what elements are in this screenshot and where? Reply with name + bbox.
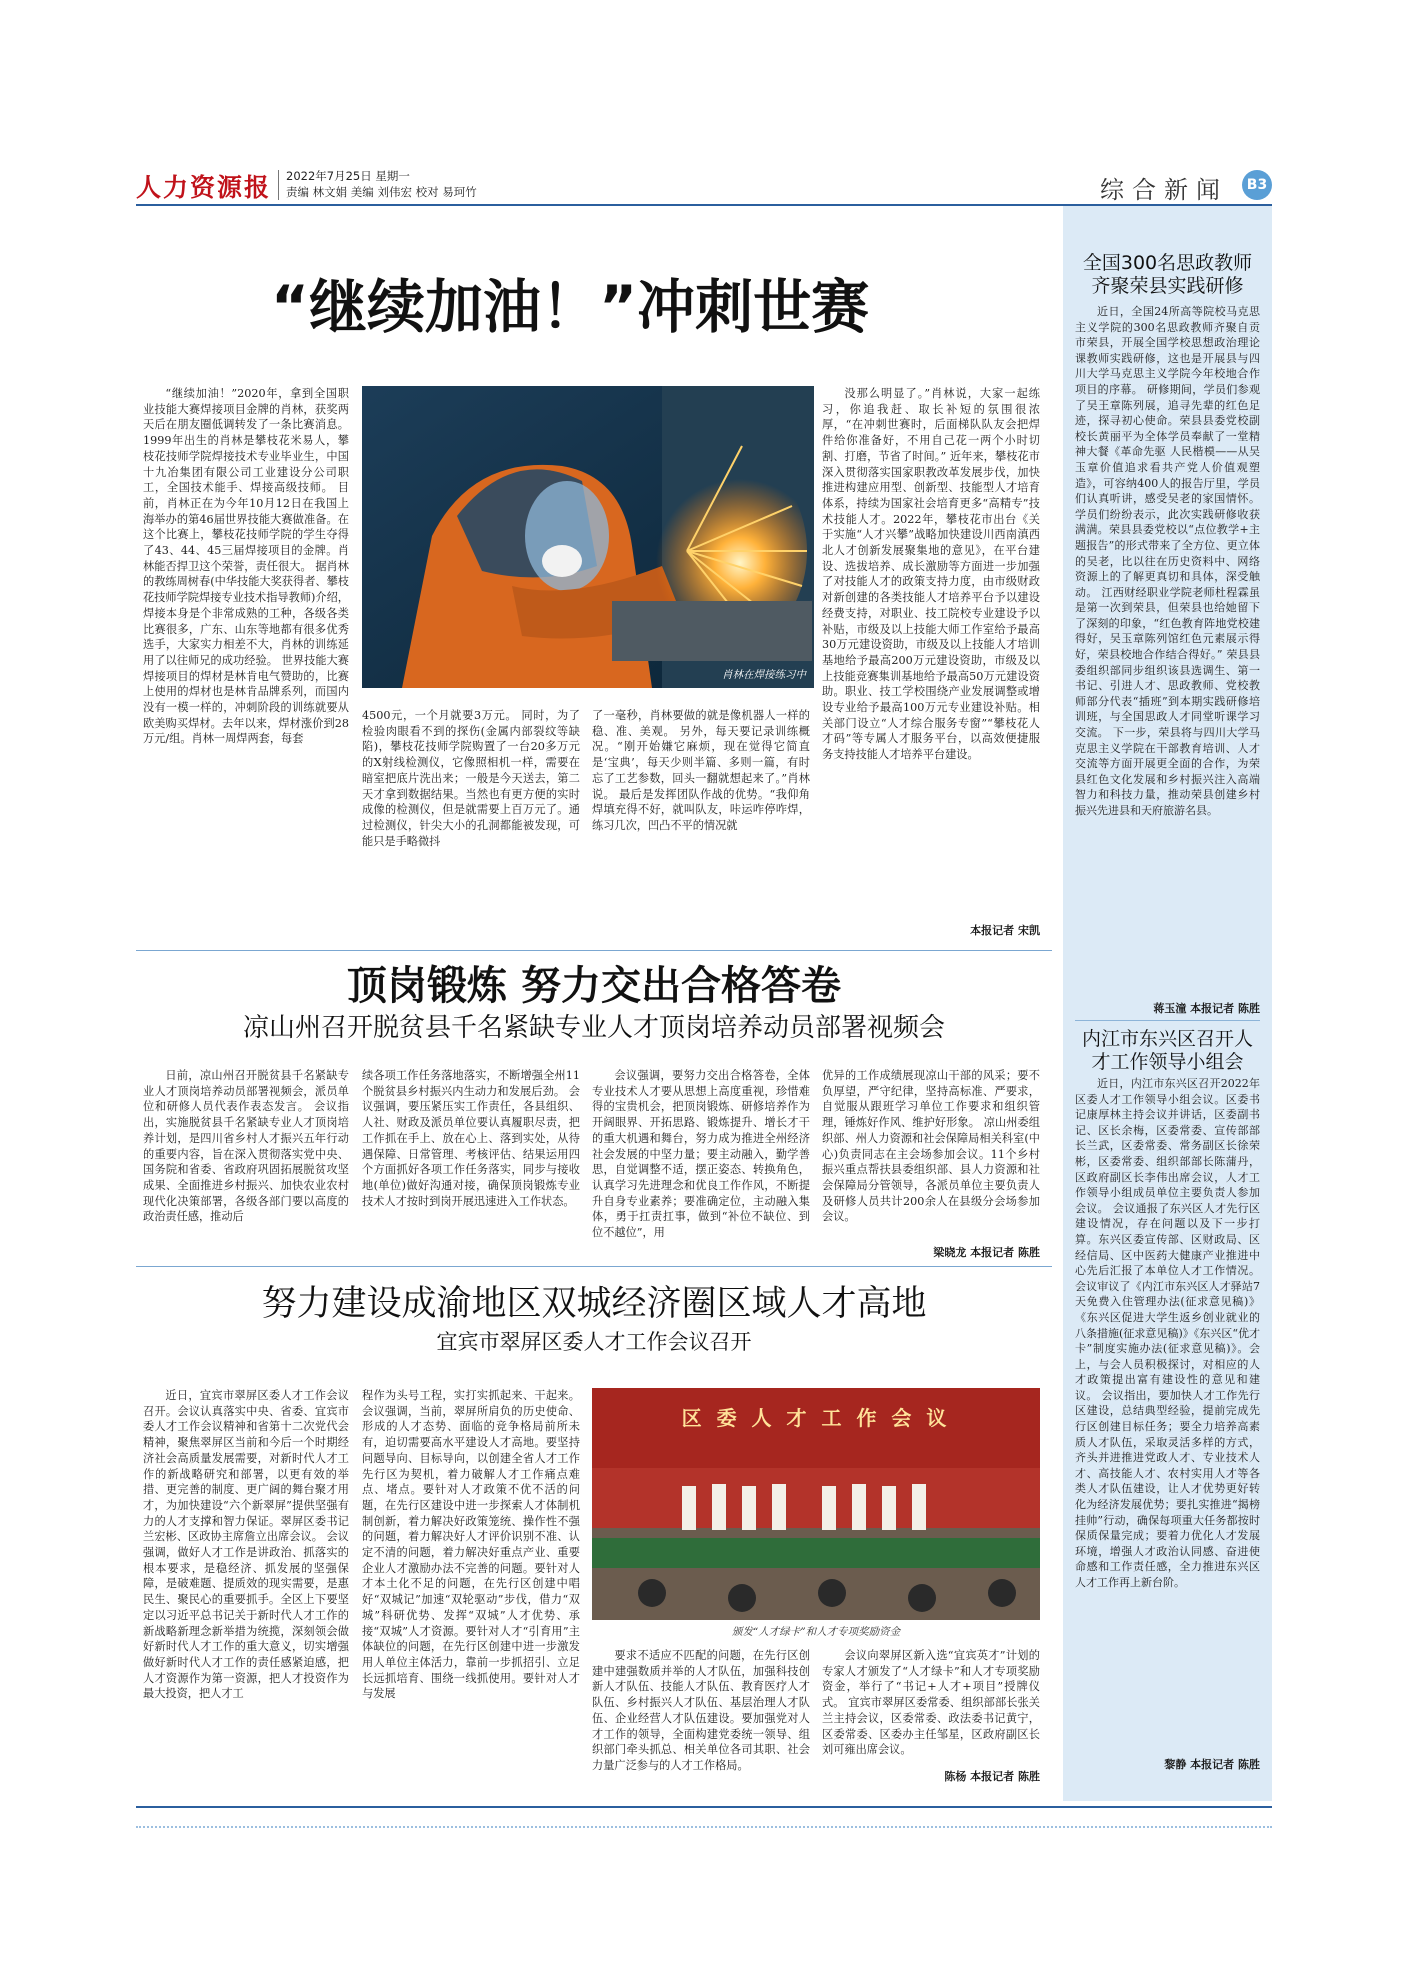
sidebar-article2-text: 近日，内江市东兴区召开2022年区委人才工作领导小组会议。区委书记康厚林主持会议并讲话，区委副书记、区长余梅，区委常委、宣传部部长兰武，区委常委、常务副区长徐荣彬，区委常委、组织部部长陈蒲丹，区政府副区长李伟出席会议，人才工作领导小组成员单位主要负责人参加会议。 会议通报了东兴区人才先行区建设情况，存在问题以及下一步打算。东兴区委宣传部、区财政局、区经信局、区中医药大健康产业推进中心先后汇报了本单位人才工作情况。 会议审议了《内江市东兴区人才驿站7天免费入住管理办法(征求意见稿)》《东兴区促进大学生返乡创业就业的八条措施(征求意见稿)》《东兴区“优才卡”制度实施办法(征求意见稿)》。会上，与会人员积极探讨，对相应的人才政策提出富有建设性的意见和建议。 会议指出，要加快人才工作先行区建设，总结典型经验，提前完成先行区创建目标任务；要全力培养高素质人才队伍，采取灵活多样的方式，齐头并进推进党政人才、专业技术人才、高技能人才、农村实用人才等各类人才队伍建设，让人才优势更好转化为经济发展优势；要扎实推进“揭榜挂帅”行动，确保每项重大任务都按时保质保量完成；要着力优化人才发展环境，增强人才政治认同感、奋进使命感和工作责任感，全力推进东兴区人才工作再上新台阶。 [1075, 1077, 1260, 1589]
issue-info [286, 168, 477, 200]
article2-col1: 日前，凉山州召开脱贫县千名紧缺专业人才顶岗培养动员部署视频会，派员单位和研修人员代表作表态发言。 会议指出，实施脱贫县千名紧缺专业人才顶岗培养计划，是四川省乡村人才振兴五年行动的重要内容，旨在深入贯彻落实党中央、国务院和省委、省政府巩固拓展脱贫攻坚成果、全面推进乡村振兴、加快农业农村现代化决策部署，各级各部门要以高度的政治责任感，推动后 [143, 1069, 349, 1224]
article1-col3: 了一毫秒，肖林要做的就是像机器人一样的稳、准、美观。 另外，每天要记录训练概况。“刚开始嫌它麻烦，现在觉得它简直是‘宝典’，每天少则半篇、多则一篇，有时忘了工艺参数，回头一翻就想起来了。”肖林说。 最后是发挥团队作战的优势。“我仰角焊填充得不好，就叫队友，咔运咋停咋焊，练习几次，凹凸不平的情况就 [592, 709, 810, 832]
article3-col1: 近日，宜宾市翠屏区委人才工作会议召开。会议认真落实中央、省委、宜宾市委人才工作会议精神和省第十二次党代会精神，聚焦翠屏区当前和今后一个时期经济社会高质量发展需要，对新时代人才工作的新战略研究和部署，以更有效的举措、更完善的制度、更广阔的舞台聚才用才，为加快建设“六个新翠屏”提供坚强有力的人才支撑和智力保证。翠屏区委书记兰宏彬、区政协主席詹立出席会议。 会议强调，做好人才工作是讲政治、抓落实的根本要求，是稳经济、抓发展的坚强保障，是破难题、提质效的现实需要，是惠民生、聚民心的重要抓手。全区上下要坚定以习近平总书记关于新时代人才工作的新战略新理念新举措为统揽，深刻领会做好新时代人才工作的重大意义，切实增强做好新时代人才工作的责任感紧迫感，把人才资源作为第一资源，把人才投资作为最大投资，把人才工 [143, 1389, 349, 1701]
issue-editors: 责编 林文娟 美编 刘伟宏 校对 易珂竹 [286, 185, 477, 199]
article3-subtitle: 宜宾市翠屏区委人才工作会议召开 [436, 1330, 752, 1354]
issue-date: 2022年7月25日 星期一 [286, 169, 410, 183]
article3-title: 努力建设成渝地区双城经济圈区域人才高地 [261, 1284, 927, 1324]
article2-byline: 梁晓龙 本报记者 陈胜 [933, 1246, 1040, 1259]
article2-title: 顶岗锻炼 努力交出合格答卷 [347, 963, 841, 1009]
article3-col4: 会议向翠屏区新入选“宜宾英才”计划的专家人才颁发了“人才绿卡”和人才专项奖励资金，举行了“书记+人才+项目”授牌仪式。 宜宾市翠屏区委常委、组织部部长张关兰主持会议，区委常委、政法委书记黄宁，区委常委、区委办主任邹星，区政府副区长刘可雍出席会议。 [822, 1649, 1040, 1757]
meeting-photo-caption: 颁发“人才绿卡”和人才专项奖励资金 [731, 1626, 901, 1638]
article2-col4: 优异的工作成绩展现凉山干部的风采；要不负厚望，严守纪律，坚持高标准、严要求，自觉服从跟班学习单位工作要求和组织管理，锤炼好作风、维护好形象。 凉山州委组织部、州人力资源和社会保障局相关科室(中心)负责同志在主会场参加会议。11个乡村振兴重点帮扶县委组织部、县人力资源和社会保障局分管领导，各派员单位主要负责人及研修人员共计200余人在县级分会场参加会议。 [822, 1069, 1040, 1224]
welding-photo [362, 386, 814, 688]
article1-col2: 4500元，一个月就要3万元。 同时，为了检验肉眼看不到的探伤(金属内部裂纹等缺陷)，攀枝花技师学院购置了一台20多万元的X射线检测仪，它像照相机一样，需要在暗室把底片洗出来；一般是今天送去，第二天才拿到数据结果。当然也有更方便的实时成像的检测仪，但是就需要上百万元了。通过检测仪，针尖大小的孔洞都能被发现，可能只是手略微抖 [362, 709, 580, 848]
welding-photo-caption: 肖林在焊接练习中 [722, 669, 806, 681]
article1-col1: “继续加油！”2020年，拿到全国职业技能大赛焊接项目金牌的肖林，获奖两天后在朋友圈低调转发了一条比赛消息。 1999年出生的肖林是攀枝花米易人，攀枝花技师学院焊接技术专业毕业生，中国十九冶集团有限公司工业建设分公司职工，全国技术能手、焊接高级技师。 目前，肖林正在为今年10月12日在我国上海举办的第46届世界技能大赛做准备。在这个比赛上，攀枝花技师学院的学生夺得了43、44、45三届焊接项目的金牌。肖林能否捍卫这个荣誉，责任很大。 据肖林的教练周树春(中华技能大奖获得者、攀枝花技师学院焊接专业技术指导教师)介绍，焊接本身是个非常成熟的工种，各级各类比赛很多，广东、山东等地都有很多优秀选手，大家实力相差不大，肖林的训练延用了以往师兄的成功经验。 世界技能大赛焊接项目的焊材是林肯电气赞助的，比赛上使用的焊材也是林肯品牌系列，而国内没有一模一样的，冲刺阶段的训练就要从欧美购买焊材。去年以来，焊材涨价到28万元/组。肖林一周焊两套，每套 [143, 387, 349, 746]
article3-col3: 要求不适应不匹配的问题，在先行区创建中建强数质并举的人才队伍，加强科技创新人才队伍、技能人才队伍、教育医疗人才队伍、乡村振兴人才队伍、基层治理人才队伍、企业经营人才队伍建设。要加强党对人才工作的领导，全面构建党委统一领导、组织部门牵头抓总、相关单位各司其职、社会力量广泛参与的人才工作格局。 [592, 1649, 810, 1772]
sidebar-article2-title: 内江市东兴区召开人才工作领导小组会 [1081, 1028, 1253, 1073]
section-name: 综合新闻 [1100, 176, 1228, 204]
sidebar-article1-title: 全国300名思政教师齐聚荣县实践研修 [1082, 252, 1253, 297]
article2-col3: 会议强调，要努力交出合格答卷，全体专业技术人才要从思想上高度重视，珍惜难得的宝贵机会，把顶岗锻炼、研修培养作为开阔眼界、开拓思路、锻炼提升、增长才干的重大机遇和舞台，努力成为推进全州经济社会发展的中坚力量；要主动融入，勤学善思，自觉调整不适，摆正姿态、转换角色，认真学习先进理念和优良工作作风，不断提升自身专业素养；要准确定位，主动融入集体，勇于扛责扛事，做到“补位不缺位、到位不越位”，用 [592, 1069, 810, 1240]
divider-1 [136, 950, 1052, 951]
footer-dotted-rule [136, 1826, 1272, 1828]
article2-col2: 续各项工作任务落地落实，不断增强全州11个脱贫县乡村振兴内生动力和发展后劲。 会议强调，要压紧压实工作责任，各县组织、人社、财政及派员单位要认真履职尽责，把工作抓在手上、放在心上、落到实处，从待遇保障、日常管理、考核评估、结果运用四个方面抓好各项工作任务落实，同步与接收地(单位)做好沟通对接，确保顶岗锻炼专业技术人才按时到岗开展迅速进入工作状态。 [362, 1069, 580, 1208]
divider-2 [136, 1266, 1052, 1267]
footer-rule [136, 1806, 1272, 1808]
masthead [136, 168, 1272, 202]
page-number-badge: B3 [1242, 170, 1272, 200]
sidebar-article1-byline: 蒋玉潼 本报记者 陈胜 [1153, 1002, 1260, 1015]
sidebar-article1-text: 近日，全国24所高等院校马克思主义学院的300名思政教师齐聚自贡市荣县，开展全国学校思想政治理论课教师实践研修，这也是开展县与四川大学马克思主义学院今年校地合作项目的序幕。 研修期间，学员们参观了吴王章陈列展，追寻先辈的红色足迹，探寻初心使命。荣县县委党校副校长黄丽平为全体学员奉献了一堂精神大餐《革命先驱 人民楷模——从吴玉章价值追求看共产党人价值观塑造》，可容纳400人的报告厅里，学员们认真听讲，感受吴老的家国情怀。 学员们纷纷表示，此次实践研修收获满满。荣县县委党校以“点位教学+主题报告”的形式带来了全方位、更立体的吴老，比以往在历史资料中、网络资源上的了解更真切和具体，深受触动。 江西财经职业学院老师杜程霖虽是第一次到荣县，但荣县也给她留下了深刻的印象，“红色教育阵地党校建得好，吴玉章陈列馆红色元素展示得好，荣县校地合作结合得好。” 荣县县委组织部同步组织该县选调生、第一书记、引进人才、思政教师、党校教师部分代表“插班”到本期实践研修培训班，与全国思政人才同堂听课学习交流。 下一步，荣县将与四川大学马克思主义学院在干部教育培训、人才交流等方面开展更全面的合作，为荣县红色文化发展和乡村振兴注入高端智力和科技力量，推动荣县创建乡村振兴先进县和天府旅游名县。 [1075, 305, 1260, 817]
meeting-banner-text: 区 委 人 才 工 作 会 议 [681, 1406, 951, 1430]
welding-photo-image [362, 386, 814, 688]
sidebar-article2-byline: 黎静 本报记者 陈胜 [1164, 1758, 1260, 1771]
article3-byline: 陈杨 本报记者 陈胜 [944, 1770, 1040, 1783]
sidebar [1063, 206, 1272, 1801]
sidebar-divider [1075, 1020, 1260, 1021]
newspaper-logo: 人力资源报 [136, 173, 272, 202]
meeting-photo [592, 1388, 1040, 1620]
article1-col4: 没那么明显了。”肖林说，大家一起练习，你追我赶、取长补短的氛围很浓厚，“在冲刺世赛时，后面梯队队友会把焊件给你准备好，不用自己花一两个小时切割、打磨，节省了时间。” 近年来，攀枝花市深入贯彻落实国家职教改革发展步伐，加快推进构建应用型、创新型、技能型人才培育体系，持续为国家社会培育更多“高精专”技术技能人才。2022年，攀枝花市出台《关于实施“人才兴攀”战略加快建设川西南滇西北人才创新发展聚集地的意见》，在平台建设、选拔培养、成长激励等方面进一步加强了对技能人才的政策支持力度，由市级财政对新创建的各类技能人才培养平台予以建设经费支持，对职业、技工院校专业建设予以补贴，市级及以上技能大师工作室给予最高30万元建设资助，市级及以上技能人才培训基地给予最高200万元建设资助，市级及以上技能竞赛集训基地给予最高50万元建设资助。职业、技工学校围绕产业发展调整或增设专业给予最高100万元专业建设补贴。相关部门设立“人才综合服务专窗”“攀枝花人才码”等专属人才服务平台，以高效便捷服务支持技能人才培养平台建设。 [822, 387, 1040, 762]
article2-subtitle: 凉山州召开脱贫县千名紧缺专业人才顶岗培养动员部署视频会 [242, 1013, 945, 1043]
article1-byline: 本报记者 宋凯 [970, 924, 1040, 937]
article3-col2: 程作为头号工程，实打实抓起来、干起来。 会议强调，当前，翠屏所肩负的历史使命、形成的人才态势、面临的竞争格局前所未有，迫切需要高水平建设人才高地。要坚持问题导向、目标导向，以创建全省人才工作先行区为契机，着力破解人才工作痛点难点、堵点。要针对人才政策不优不活的问题，在先行区建设中进一步探索人才体制机制创新，着力解决好政策笼统、操作性不强的问题，着力解决好人才评价识别不准、认定不清的问题，着力解决好重点产业、重要企业人才激励办法不完善的问题。要针对人才本土化不足的问题，在先行区创建中唱好“双城记”加速“双轮驱动”步伐，借力“双城”科研优势、发挥“双城”人才优势、承接“双城”人才资源。要针对人才“引育用”主体缺位的问题，在先行区创建中进一步激发用人单位主体活力，靠前一步抓招引、立足长远抓培育、围绕一线抓使用。要针对人才与发展 [362, 1389, 580, 1701]
article1-title: “继续加油！”冲刺世赛 [270, 273, 870, 341]
